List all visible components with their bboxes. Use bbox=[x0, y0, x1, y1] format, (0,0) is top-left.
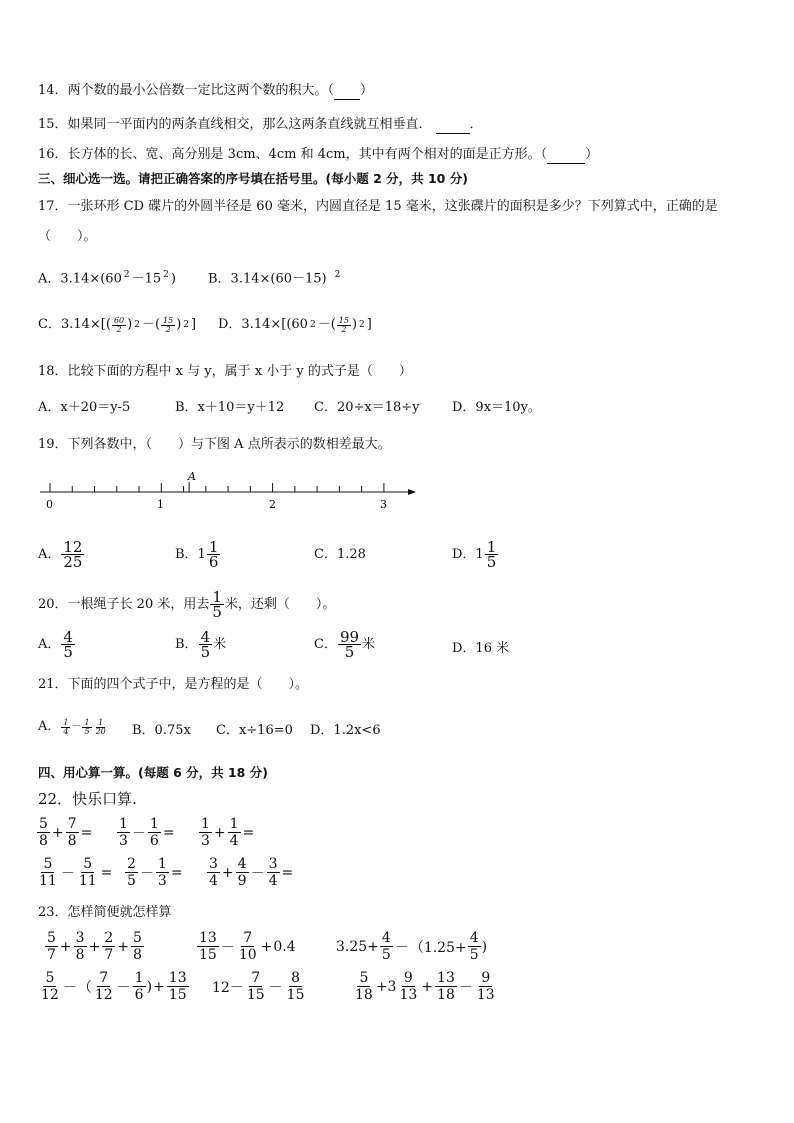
q18-option-d[interactable]: D．9x＝10y。 bbox=[452, 400, 541, 415]
question-17-line2: （ ）。 bbox=[38, 229, 97, 244]
tick-label-0: 0 bbox=[46, 498, 53, 511]
q20-option-c[interactable]: C． $\frac{99}{5}$ 米 bbox=[314, 628, 376, 661]
tick-label-2: 2 bbox=[269, 498, 276, 511]
arrow-head-icon bbox=[408, 489, 416, 495]
q21-option-a[interactable]: A． $\frac{1}{4}$ － $\frac{1}{5}$ $\frac{1}{20}$ bbox=[38, 717, 106, 736]
question-18: 18．比较下面的方程中 x 与 y，属于 x 小于 y 的式子是（ ） bbox=[38, 364, 412, 379]
q22-expr-2: $\frac{1}{3}$ － $\frac{1}{6}$ = bbox=[119, 816, 175, 849]
point-a-label: A bbox=[188, 470, 196, 483]
q23-expr-5: 12－ $\frac{7}{15}$ － $\frac{8}{15}$ bbox=[212, 970, 305, 1003]
answer-blank[interactable] bbox=[334, 99, 360, 100]
q20-option-d[interactable]: D．16 米 bbox=[452, 641, 510, 656]
q19-option-c[interactable]: C．1.28 bbox=[314, 547, 366, 562]
q21-option-c[interactable]: C．x÷16=0 bbox=[216, 723, 293, 738]
q17-option-c[interactable]: C．3.14×[( $\frac{60}{2}$ ) 2 －( $\frac{15}{2}$ ) 2 ] bbox=[38, 315, 197, 334]
q17-option-d[interactable]: D．3.14×[(60 2 －( $\frac{15}{2}$ ) 2 ] bbox=[218, 315, 372, 334]
q23-expr-6: $\frac{5}{18}$ +3 $\frac{9}{13}$ + $\frac{13}{18}$ － $\frac{9}{13}$ bbox=[355, 970, 495, 1003]
question-19: 19．下列各数中，（ ）与下图 A 点所表示的数相差最大。 bbox=[38, 437, 391, 452]
question-20: 20．一根绳子长 20 米，用去 $\frac{1}{5}$ 米，还剩（ ）。 bbox=[38, 588, 336, 621]
answer-blank[interactable] bbox=[436, 133, 470, 134]
q16-text: 16．长方体的长、宽、高分别是 3cm、4cm 和 4cm，其中有两个相对的面是正方形。（ bbox=[38, 147, 548, 162]
q21-option-b[interactable]: B．0.75x bbox=[132, 723, 191, 738]
q18-option-b[interactable]: B．x＋10＝y＋12 bbox=[175, 400, 285, 415]
section-4-heading: 四、用心算一算。(每题 6 分，共 18 分) bbox=[38, 765, 268, 780]
q23-expr-2: $\frac{13}{15}$ － $\frac{7}{10}$ + 0.4 bbox=[199, 930, 296, 963]
q23-expr-4: $\frac{5}{12}$ － （ $\frac{7}{12}$ － $\frac{1}{6}$ ) + $\frac{13}{15}$ bbox=[41, 970, 187, 1003]
question-21: 21．下面的四个式子中，是方程的是（ ）。 bbox=[38, 677, 309, 692]
q22-expr-1: $\frac{5}{8}$ + $\frac{7}{8}$ = bbox=[39, 816, 93, 849]
tick-label-1: 1 bbox=[157, 498, 164, 511]
q14-text: 14．两个数的最小公倍数一定比这两个数的积大。（ bbox=[38, 83, 335, 98]
q17-option-b[interactable]: B．3.14×(60－15) $^2$ bbox=[208, 270, 341, 287]
q20-option-a[interactable]: A． $\frac{4}{5}$ bbox=[38, 628, 73, 661]
number-line-ticks bbox=[50, 482, 384, 492]
question-16: 16．长方体的长、宽、高分别是 3cm、4cm 和 4cm，其中有两个相对的面是正方形。（ ） bbox=[38, 147, 599, 162]
q18-option-c[interactable]: C．20÷x＝18÷y bbox=[314, 400, 420, 415]
question-17-line1: 17．一张环形 CD 碟片的外圆半径是 60 毫米，内圆直径是 15 毫米，这张碟片的面积是多少？下列算式中，正确的是 bbox=[38, 199, 718, 214]
section-3-heading: 三、细心选一选。请把正确答案的序号填在括号里。(每小题 2 分，共 10 分) bbox=[38, 171, 468, 186]
q22-expr-5: $\frac{2}{5}$ － $\frac{1}{3}$ = bbox=[127, 856, 183, 889]
question-15: 15．如果同一平面内的两条直线相交，那么这两条直线就互相垂直． ． bbox=[38, 117, 483, 132]
answer-blank[interactable] bbox=[547, 163, 585, 164]
q19-option-a[interactable]: A． $\frac{12}{25}$ bbox=[38, 538, 83, 571]
q19-option-b[interactable]: B．1 $\frac{1}{6}$ bbox=[175, 538, 219, 571]
question-23: 23．怎样简便就怎样算 bbox=[38, 905, 172, 920]
q17-option-a[interactable]: A．3.14×(60 $^2$ －15 $^2$ ) bbox=[38, 270, 176, 287]
q15-text: 15．如果同一平面内的两条直线相交，那么这两条直线就互相垂直． bbox=[38, 117, 432, 132]
q22-expr-6: $\frac{3}{4}$ + $\frac{4}{9}$ － $\frac{3}{4}$ = bbox=[209, 856, 294, 889]
tick-label-3: 3 bbox=[380, 498, 387, 511]
question-14: 14．两个数的最小公倍数一定比这两个数的积大。（ ） bbox=[38, 83, 374, 98]
q21-option-d[interactable]: D．1.2x<6 bbox=[310, 723, 381, 738]
q22-expr-4: $\frac{5}{11}$ － $\frac{5}{11}$ = bbox=[39, 856, 113, 889]
q23-expr-3: 3.25+ $\frac{4}{5}$ － （1.25+ $\frac{4}{5}$ ) bbox=[336, 930, 488, 963]
q22-expr-3: $\frac{1}{3}$ + $\frac{1}{4}$ = bbox=[201, 816, 255, 849]
q23-expr-1: $\frac{5}{7}$ + $\frac{3}{8}$ + $\frac{2}{7}$ + $\frac{5}{8}$ bbox=[47, 930, 142, 963]
q19-option-d[interactable]: D．1 $\frac{1}{5}$ bbox=[452, 538, 497, 571]
question-22: 22．快乐口算. bbox=[38, 790, 137, 808]
number-line bbox=[36, 470, 426, 514]
q20-option-b[interactable]: B． $\frac{4}{5}$ 米 bbox=[175, 628, 227, 661]
q18-option-a[interactable]: A．x＋20＝y-5 bbox=[38, 400, 131, 415]
